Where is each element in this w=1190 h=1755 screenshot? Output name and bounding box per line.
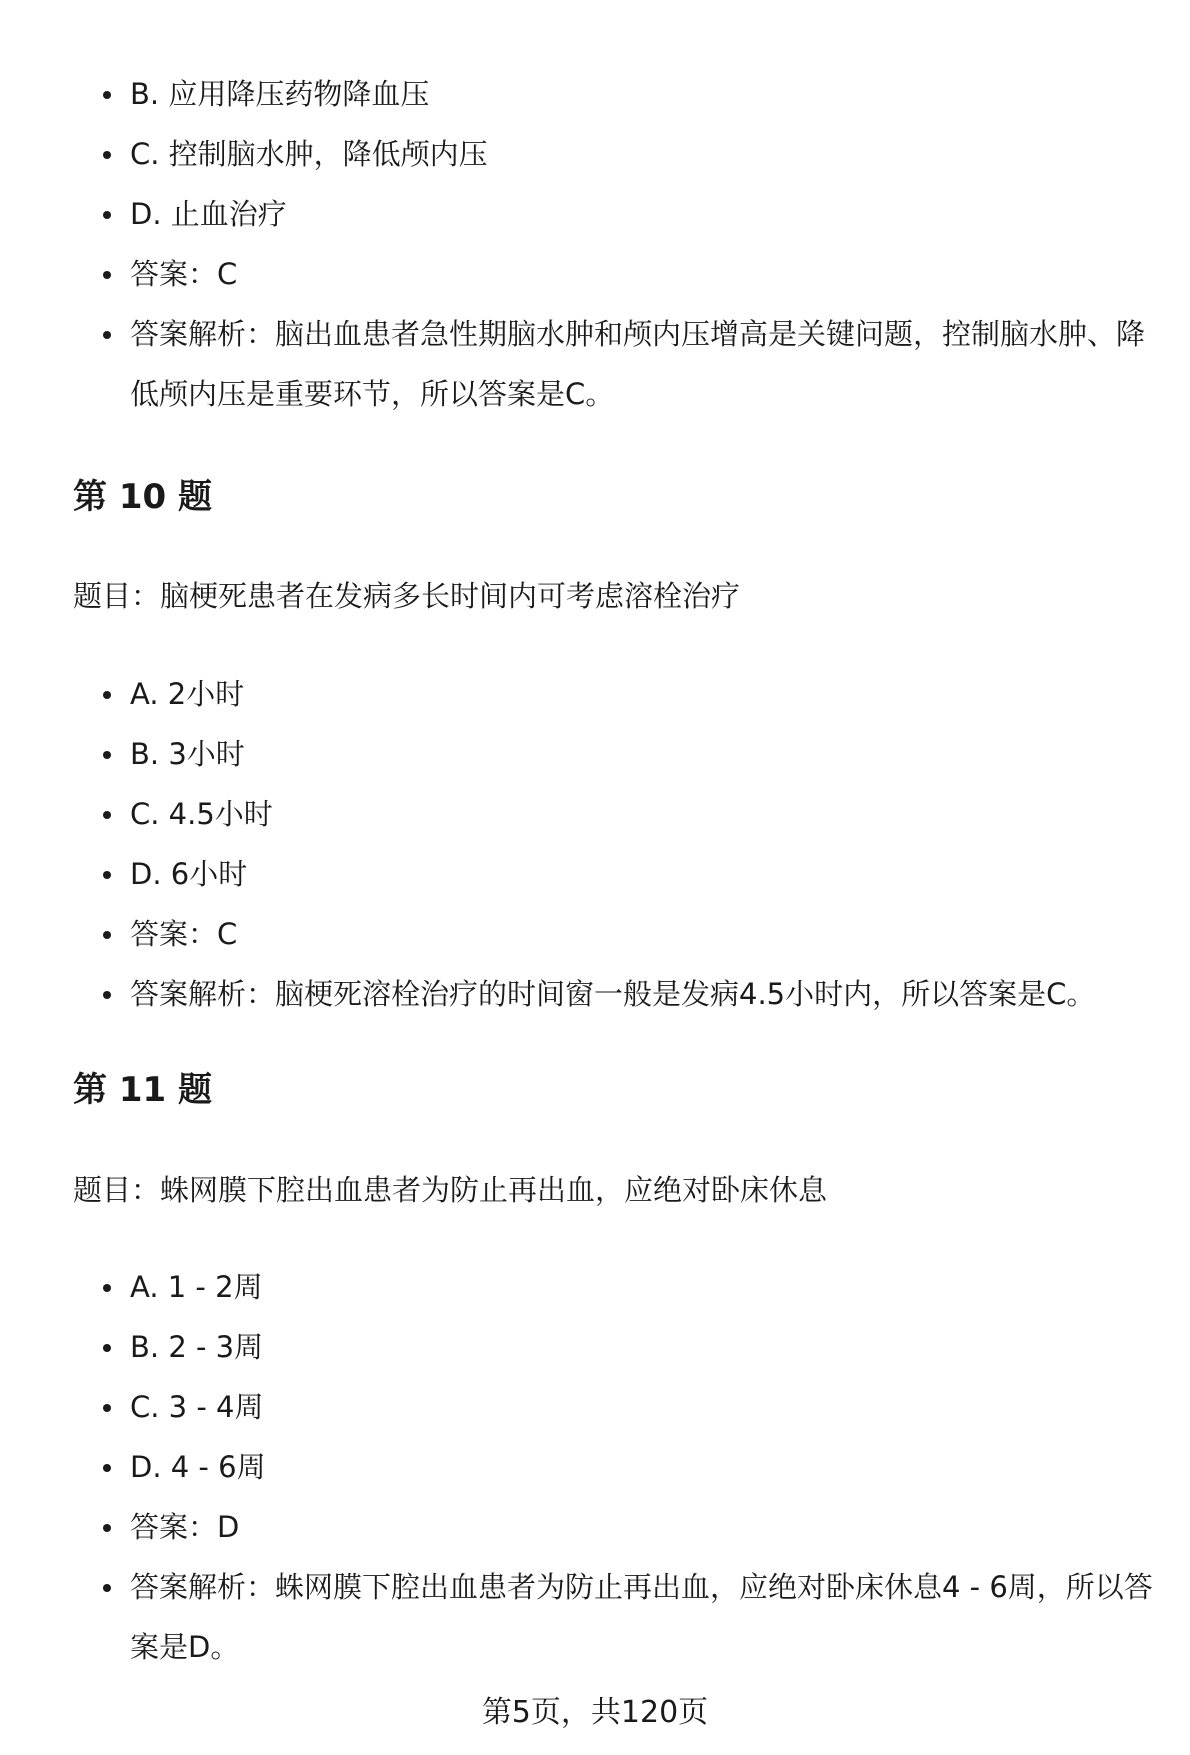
q10-option-a: A. 2小时	[0, 664, 1190, 724]
q11-option-b: B. 2 - 3周	[0, 1317, 1190, 1377]
q9-option-d: D. 止血治疗	[0, 184, 1190, 244]
q11-stem: 题目：蛛网膜下腔出血患者为防止再出血，应绝对卧床休息	[73, 1173, 828, 1207]
q11-option-d: D. 4 - 6周	[0, 1437, 1190, 1497]
q9-option-list	[0, 64, 1190, 424]
q10-option-b: B. 3小时	[0, 724, 1190, 784]
q10-heading: 第 10 题	[73, 477, 212, 517]
q10-analysis: 答案解析：脑梗死溶栓治疗的时间窗一般是发病4.5小时内，所以答案是C。	[0, 964, 1190, 1024]
q11-answer: 答案：D	[0, 1497, 1190, 1557]
q10-option-list	[0, 664, 1190, 1024]
q11-heading: 第 11 题	[73, 1070, 212, 1110]
q10-stem: 题目：脑梗死患者在发病多长时间内可考虑溶栓治疗	[73, 579, 741, 613]
q9-answer: 答案：C	[0, 244, 1190, 304]
q10-answer: 答案：C	[0, 904, 1190, 964]
q11-option-list	[0, 1257, 1190, 1677]
q11-option-a: A. 1 - 2周	[0, 1257, 1190, 1317]
q9-analysis: 答案解析：脑出血患者急性期脑水肿和颅内压增高是关键问题，控制脑水肿、降低颅内压是重要环节，所以答案是C。	[0, 304, 1190, 424]
q9-option-b: B. 应用降压药物降血压	[0, 64, 1190, 124]
q9-option-c: C. 控制脑水肿，降低颅内压	[0, 124, 1190, 184]
q11-option-c: C. 3 - 4周	[0, 1377, 1190, 1437]
q10-option-d: D. 6小时	[0, 844, 1190, 904]
q10-option-c: C. 4.5小时	[0, 784, 1190, 844]
q11-analysis: 答案解析：蛛网膜下腔出血患者为防止再出血，应绝对卧床休息4 - 6周，所以答案是D。	[0, 1557, 1190, 1677]
page-footer: 第5页，共120页	[481, 1695, 709, 1730]
